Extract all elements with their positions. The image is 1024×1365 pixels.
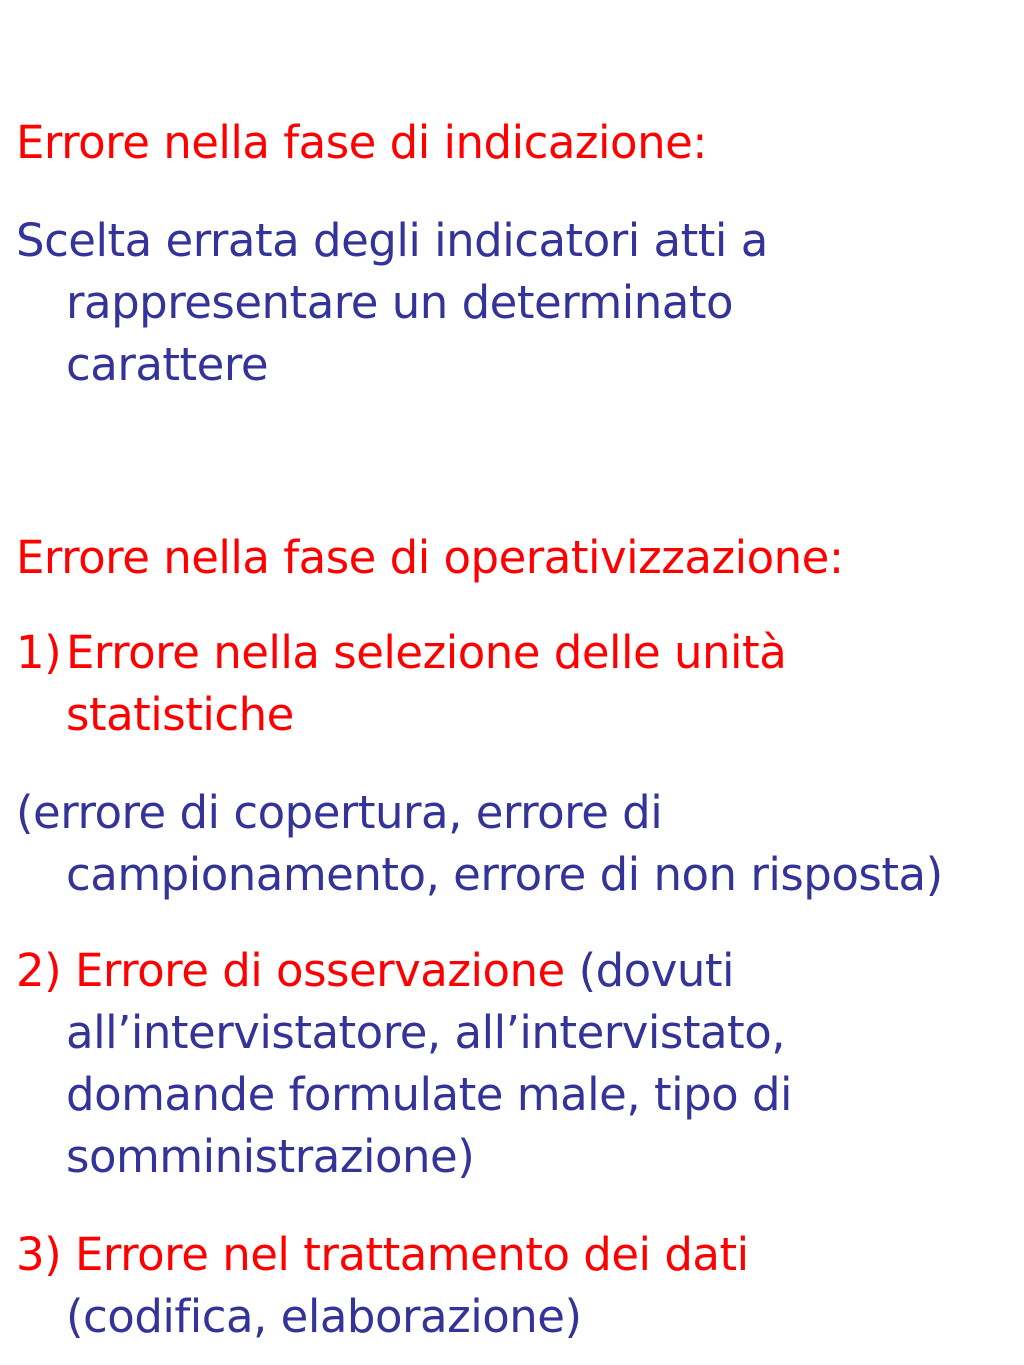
item3-line2: (codifica, elaborazione) bbox=[66, 1290, 582, 1343]
section1-body-line2: rappresentare un determinato bbox=[66, 276, 734, 329]
item2-title: Errore di osservazione bbox=[75, 944, 565, 997]
section1-body-line3: carattere bbox=[66, 338, 269, 391]
item3-number: 3) bbox=[16, 1228, 62, 1281]
section2-heading: Errore nella fase di operativizzazione: bbox=[16, 531, 844, 584]
item3-title: Errore nel trattamento dei dati bbox=[75, 1228, 749, 1281]
item2-line4: somministrazione) bbox=[66, 1130, 475, 1183]
item1-number: 1) bbox=[16, 626, 62, 679]
section1-body-line1: Scelta errata degli indicatori atti a bbox=[16, 214, 768, 267]
section1-heading: Errore nella fase di indicazione: bbox=[16, 116, 707, 169]
item2-line2: all’intervistatore, all’intervistato, bbox=[66, 1006, 786, 1059]
note-line2: campionamento, errore di non risposta) bbox=[66, 848, 943, 901]
item1-line1: Errore nella selezione delle unità bbox=[66, 626, 787, 679]
item2-line3: domande formulate male, tipo di bbox=[66, 1068, 793, 1121]
item2-line1-rest: (dovuti bbox=[578, 944, 735, 997]
note-line1: (errore di copertura, errore di bbox=[16, 786, 663, 839]
item2-line1 bbox=[16, 940, 734, 1002]
item1-line2: statistiche bbox=[66, 688, 294, 741]
item2-number: 2) bbox=[16, 944, 62, 997]
item3-line1 bbox=[16, 1224, 749, 1286]
